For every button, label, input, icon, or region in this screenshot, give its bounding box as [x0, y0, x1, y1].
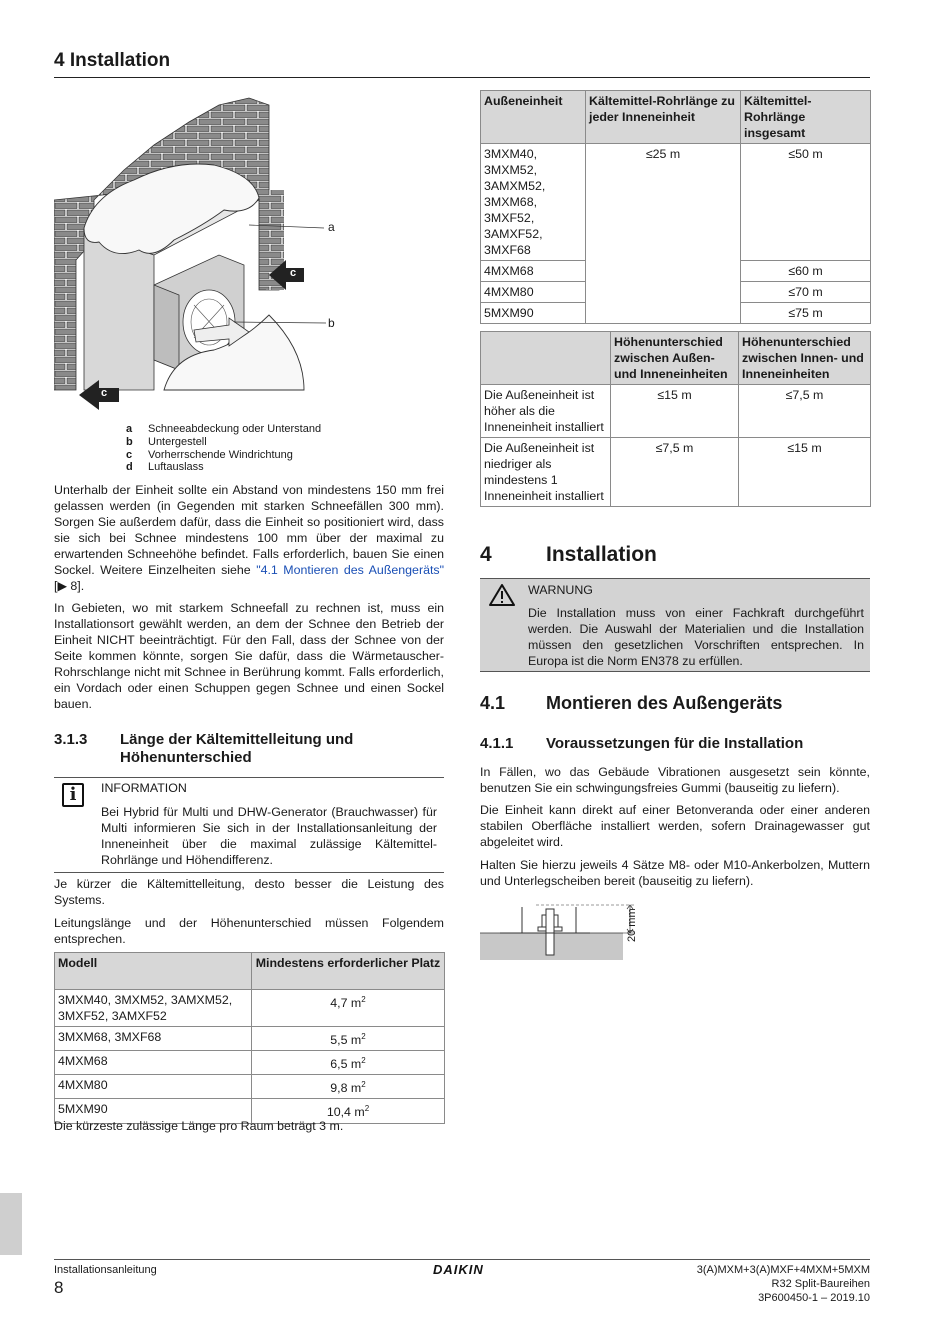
table-row: 5MXM90 10,4 $m^2$ — [55, 1099, 445, 1123]
footer-rule — [54, 1259, 870, 1260]
header-title: 4 Installation — [54, 50, 171, 71]
footer-doc-type: Installationsanleitung — [54, 1264, 157, 1276]
warning-box — [480, 578, 870, 672]
snow-installation-illustration — [54, 90, 354, 410]
table-row: 5MXM90 ≤75 m — [481, 303, 871, 324]
table-header-row — [55, 953, 445, 990]
pipe-length-table — [480, 90, 871, 324]
callout-a: a — [328, 220, 335, 234]
chapter-title: Installation — [546, 543, 657, 566]
column-header-outdoor-unit: Außeneinheit — [481, 91, 586, 144]
section-4-1-heading — [480, 692, 870, 714]
section-number: 4.1 — [480, 693, 506, 713]
footer-model-line: 3(A)MXM+3(A)MXF+4MXM+5MXM — [696, 1264, 870, 1276]
footer-doc-code: 3P600450-1 – 2019.10 — [758, 1292, 870, 1304]
shorter-pipe-paragraph: Je kürzer die Kältemittelleitung, desto besser die Leistung des Systems. — [54, 877, 444, 907]
section-number: 3.1.3 — [54, 731, 88, 748]
pipe-length-intro-paragraph: Leitungslänge und der Höhenunterschied müssen Folgendem entsprechen. — [54, 916, 444, 946]
section-title-line-1: Länge der Kältemittelleitung und — [120, 731, 354, 748]
section-number: 4.1.1 — [480, 735, 514, 752]
information-box — [54, 777, 444, 873]
warning-text: Die Installation muss von einer Fachkraft durchgeführt werden. Die Auswahl der Materialien und die Installation müssen den gesetzlichen Vorschriften entsprechen. In Europa ist die Norm EN378 zu erfüllen. — [528, 606, 864, 668]
snow-protection-figure — [54, 90, 354, 410]
legend-item: a Schneeabdeckung oder Unterstand — [126, 423, 322, 435]
length-each-value: ≤25 m — [586, 144, 741, 324]
table-row: 3MXM68, 3MXF68 5,5 $m^2$ — [55, 1027, 445, 1051]
table-header-row — [481, 91, 871, 144]
anchor-bolts-paragraph: Halten Sie hierzu jeweils 4 Sätze M8- oder M10-Ankerbolzen, Muttern und Unterlegscheiben bereit (bauseitig zu liefern). — [480, 858, 870, 888]
warning-title: WARNUNG — [528, 583, 593, 597]
table-row: Die Außeneinheit ist höher als die Inneneinheit installiert ≤15 m ≤7,5 m — [481, 385, 871, 438]
table-row: 4MXM80 9,8 $m^2$ — [55, 1075, 445, 1099]
warning-triangle-icon — [488, 583, 516, 607]
info-text: Bei Hybrid für Multi und DHW-Generator (Brauchwasser) für Multi informieren Sie sich in der Installationsanleitung der Inneneinheit über die maximal zulässige Kältemittel-Rohrlänge und Höhendifferenz. — [101, 805, 437, 867]
daikin-logo: DAIKIN — [433, 1262, 484, 1277]
column-header-indoor-indoor: Höhenunterschied zwischen Innen- und Inneneinheiten — [739, 332, 871, 385]
anchor-bolt-figure — [480, 895, 660, 965]
section-title: Voraussetzungen für die Installation — [546, 735, 804, 752]
footer-page-number: 8 — [54, 1278, 64, 1297]
chapter-number: 4 — [480, 543, 492, 566]
page-header — [54, 50, 870, 78]
footer-series-line: R32 Split-Baureihen — [771, 1278, 870, 1290]
legend-item: c Vorherrschende Windrichtung — [126, 448, 293, 461]
column-header-space: Mindestens erforderlicher Platz — [252, 953, 445, 990]
info-icon: i — [62, 783, 84, 807]
legend-item: d Luftauslass — [126, 461, 204, 474]
vibration-paragraph: In Fällen, wo das Gebäude Vibrationen ausgesetzt sein könnte, benutzen Sie ein schwingungsfreies Gummi (bauseitig zu liefern). — [480, 765, 870, 795]
callout-c-right: c — [290, 267, 297, 279]
section-4-1-1-heading — [480, 735, 870, 753]
column-header-length-total: Kältemittel-Rohrlänge insgesamt — [741, 91, 871, 144]
table-header-row — [481, 332, 871, 385]
surface-paragraph: Die Einheit kann direkt auf einer Betonveranda oder einer anderen stabilen Oberfläche installiert werden, sofern Drainagewasser gut abgeleitet wird. — [480, 803, 870, 849]
minimum-space-table — [54, 952, 445, 1124]
section-3-1-3-heading — [54, 731, 444, 767]
info-title: INFORMATION — [101, 781, 187, 795]
table-row: 3MXM40, 3MXM52, 3AMXM52, 3MXF52, 3AMXF52 4,7 $m^2$ — [55, 990, 445, 1027]
height-difference-table — [480, 331, 871, 507]
cross-reference-link[interactable]: "4.1 Montieren des Außengeräts" — [256, 563, 445, 577]
chapter-heading — [480, 542, 870, 568]
snow-clearance-paragraph: Unterhalb der Einheit sollte ein Abstand von mindestens 150 mm frei gelassen werden (in Gegenden mit starken Schneefällen 300 mm). Sorgen Sie außerdem dafür, dass die Einheit so positioniert wird, dass sie sich bei Schnee mindestens 100 mm über der maximal zu erwartenden Schneehöhe befindet. Falls erforderlich, bauen Sie einen Sockel. Weitere Einzelheiten siehe "4.1 Montieren des Außengeräts" [▶ 8]. — [54, 483, 445, 593]
table-row: 4MXM68 ≤60 m — [481, 261, 871, 282]
shortest-length-paragraph: Die kürzeste zulässige Länge pro Raum beträgt 3 m. — [54, 1119, 344, 1133]
figure-legend — [126, 423, 406, 474]
section-title: Montieren des Außengeräts — [546, 693, 783, 713]
column-header-length-each: Kältemittel-Rohrlänge zu jeder Inneneinheit — [586, 91, 741, 144]
heavy-snow-paragraph: In Gebieten, wo mit starkem Schneefall zu rechnen ist, muss ein Installationsort gewählt werden, an dem der Schnee den Betrieb der Einheit NICHT beeinträchtigt. Für den Fall, dass der Schnee von der Seite kommen könnte, sorgen Sie dafür, dass die Wärmetauscher-Rohrschlange nicht mit Schnee in Berührung kommt. Falls erforderlich, ein Vordach oder einen Schuppen gegen Schnee und einen Sockel bauen. — [54, 601, 444, 711]
table-row: 4MXM80 ≤70 m — [481, 282, 871, 303]
callout-b: b — [328, 316, 335, 330]
section-title-line-2: Höhenunterschied — [120, 749, 252, 766]
callout-c-left: c — [101, 387, 108, 399]
table-row: 3MXM40, 3MXM52, 3AMXM52, 3MXM68, 3MXF52, 3AMXF52, 3MXF68 ≤25 m ≤50 m — [481, 144, 871, 261]
column-header-model: Modell — [55, 953, 252, 990]
table-row: 4MXM68 6,5 $m^2$ — [55, 1051, 445, 1075]
column-header-outdoor-indoor: Höhenunterschied zwischen Außen- und Inneneinheiten — [611, 332, 739, 385]
side-tab-marker — [0, 1193, 22, 1255]
table-row: Die Außeneinheit ist niedriger als mindestens 1 Inneneinheit installiert ≤7,5 m ≤15 m — [481, 438, 871, 507]
bolt-dimension-label: 20 mm — [626, 908, 638, 942]
legend-item: b Untergestell — [126, 435, 207, 448]
